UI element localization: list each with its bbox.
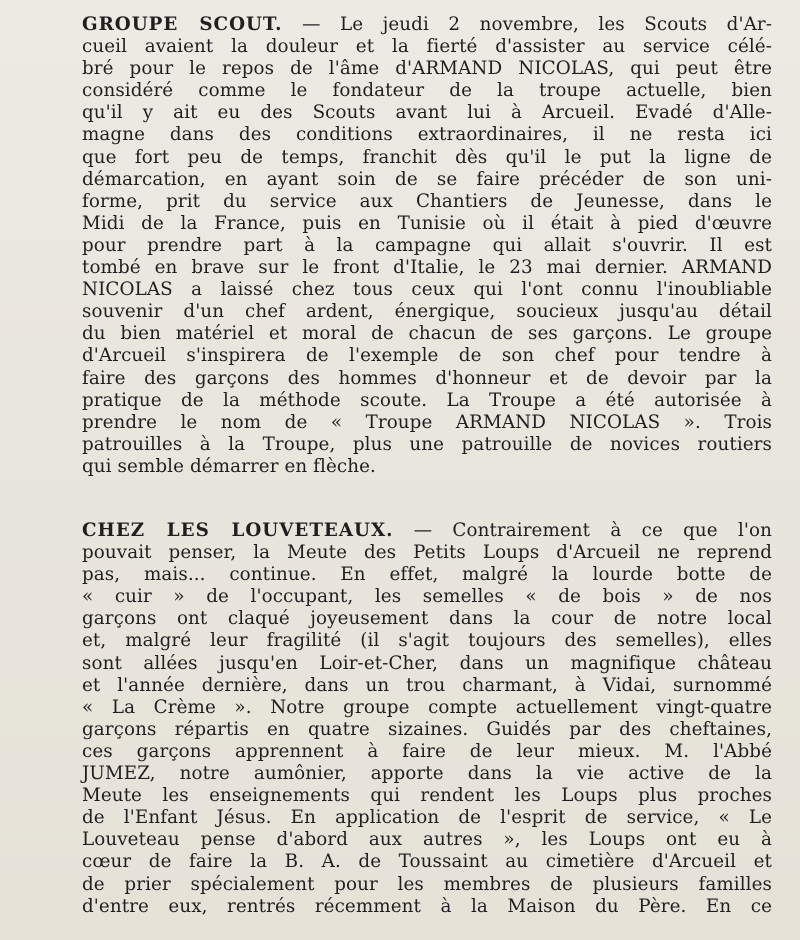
- text-line: Meute les enseignements qui rendent les Loups plus proches: [82, 785, 772, 807]
- text-line: prendre le nom de « Troupe ARMAND NICOLAS ». Trois: [82, 411, 772, 433]
- text-line: forme, prit du service aux Chantiers de Jeunesse, dans le: [82, 190, 772, 212]
- text-line: de l'Enfant Jésus. En application de l'esprit de service, « Le: [82, 807, 772, 829]
- text-line: faire des garçons des hommes d'honneur et de devoir par la: [82, 367, 772, 389]
- text-line: d'entre eux, rentrés récemment à la Maison du Père. En ce: [82, 895, 772, 917]
- text-line: et, malgré leur fragilité (il s'agit toujours des semelles), elles: [82, 630, 772, 652]
- section-louveteaux: [82, 520, 772, 918]
- text-line: pouvait penser, la Meute des Petits Loups d'Arcueil ne reprend: [82, 542, 772, 564]
- section-groupe-scout: [82, 14, 772, 478]
- text-line: patrouilles à la Troupe, plus une patrouille de novices routiers: [82, 433, 772, 455]
- text-line: sont allées jusqu'en Loir-et-Cher, dans un magnifique château: [82, 652, 772, 674]
- text-line: considéré comme le fondateur de la troupe actuelle, bien: [82, 80, 772, 102]
- text-line: cueil avaient la douleur et la fierté d'assister au service célé-: [82, 36, 772, 58]
- text-line: qu'il y ait eu des Scouts avant lui à Arcueil. Evadé d'Alle-: [82, 102, 772, 124]
- text-line: d'Arcueil s'inspirera de l'exemple de son chef pour tendre à: [82, 345, 772, 367]
- text-line: JUMEZ, notre aumônier, apporte dans la vie active de la: [82, 763, 772, 785]
- section-heading: CHEZ LES LOUVETEAUX.: [82, 520, 394, 541]
- text-line: démarcation, en ayant soin de se faire précéder de son uni-: [82, 168, 772, 190]
- text-line: du bien matériel et moral de chacun de ses garçons. Le groupe: [82, 323, 772, 345]
- text-line: « La Crème ». Notre groupe compte actuellement vingt-quatre: [82, 696, 772, 718]
- text-line: que fort peu de temps, franchit dès qu'il le put la ligne de: [82, 146, 772, 168]
- text-line: et l'année dernière, dans un trou charmant, à Vidai, surnommé: [82, 674, 772, 696]
- text-line: pratique de la méthode scoute. La Troupe a été autorisée à: [82, 389, 772, 411]
- text-line: cœur de faire la B. A. de Toussaint au cimetière d'Arcueil et: [82, 851, 772, 873]
- section-heading: GROUPE SCOUT.: [82, 14, 283, 35]
- text-line: bré pour le repos de l'âme d'ARMAND NICOLAS, qui peut être: [82, 58, 772, 80]
- text-line: NICOLAS a laissé chez tous ceux qui l'ont connu l'inoubliable: [82, 279, 772, 301]
- text-line: de prier spécialement pour les membres de plusieurs familles: [82, 873, 772, 895]
- text-line: qui semble démarrer en flèche.: [82, 455, 376, 477]
- text-line: garçons répartis en quatre sizaines. Guidés par des cheftaines,: [82, 718, 772, 740]
- text-line: pour prendre part à la campagne qui allait s'ouvrir. Il est: [82, 234, 772, 256]
- text-line: magne dans des conditions extraordinaires, il ne resta ici: [82, 124, 772, 146]
- text-line: Midi de la France, puis en Tunisie où il était à pied d'œuvre: [82, 212, 772, 234]
- text-line: ces garçons apprennent à faire de leur mieux. M. l'Abbé: [82, 740, 772, 762]
- text-line: tombé en brave sur le front d'Italie, le 23 mai dernier. ARMAND: [82, 257, 772, 279]
- text-line: pas, mais... continue. En effet, malgré la lourde botte de: [82, 564, 772, 586]
- text-line: CHEZ LES LOUVETEAUX. — Contrairement à ce que l'on: [82, 520, 772, 541]
- text-line: GROUPE SCOUT. — Le jeudi 2 novembre, les Scouts d'Ar-: [82, 14, 772, 35]
- text-line: Louveteau pense d'abord aux autres », les Loups ont eu à: [82, 829, 772, 851]
- text-line: « cuir » de l'occupant, les semelles « de bois » de nos: [82, 586, 772, 608]
- text-line: garçons ont claqué joyeusement dans la cour de notre local: [82, 608, 772, 630]
- text-line: souvenir d'un chef ardent, énergique, soucieux jusqu'au détail: [82, 301, 772, 323]
